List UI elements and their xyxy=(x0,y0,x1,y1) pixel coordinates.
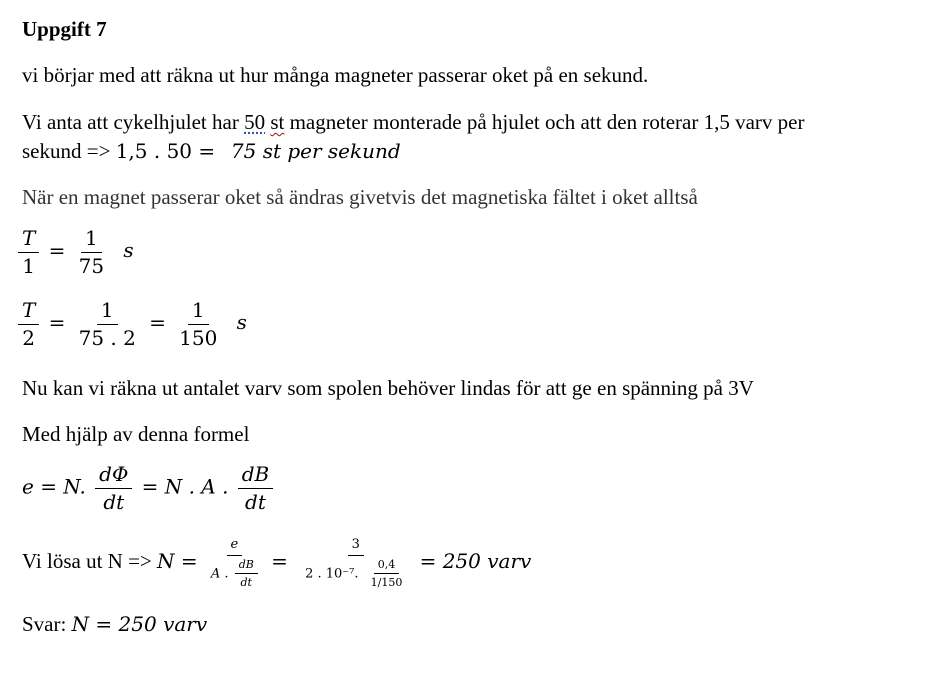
solve-three: 3 xyxy=(348,538,364,556)
intro-text: vi börjar med att räkna ut hur många magneter passerar oket på en sekund. xyxy=(22,63,649,87)
para-magnets xyxy=(22,110,804,135)
t2-equals-2: = xyxy=(149,310,166,335)
sekund-text: sekund => xyxy=(22,139,116,163)
solve-db-dt-fraction xyxy=(235,559,258,589)
para-turns: Nu kan vi räkna ut antalet varv som spolen behöver lindas för att ge en spänning på 3V xyxy=(22,376,754,400)
t1-rhs-num: 1 xyxy=(81,228,102,253)
answer-value: N = 250 varv xyxy=(71,612,208,636)
solve-value-fraction xyxy=(301,538,410,589)
calc-expression: 1,5 . 50 = xyxy=(115,139,216,163)
formula-dt-1: dt xyxy=(103,490,125,514)
formula-line xyxy=(22,464,277,513)
solve-n-eq: N = xyxy=(157,549,198,574)
solve-small-den: 1/150 xyxy=(370,576,403,590)
para-field: När en magnet passerar oket så ändras givetvis det magnetiska fältet i oket alltså xyxy=(22,185,698,209)
answer-line xyxy=(22,612,207,637)
t2-lhs-fraction xyxy=(18,300,39,349)
solve-dt: dt xyxy=(240,576,252,590)
t2-mid-fraction xyxy=(75,300,140,349)
formula-db-dt xyxy=(238,464,274,513)
solve-text: Vi lösa ut N => xyxy=(22,549,158,574)
solve-db: dB xyxy=(235,559,258,575)
answer-label: Svar: xyxy=(22,612,72,636)
t2-rhs-fraction xyxy=(175,300,221,349)
magnet-count: 50 xyxy=(244,110,266,134)
solve-equals: = xyxy=(271,549,288,574)
t1-unit: s xyxy=(123,238,134,263)
t2-equals-1: = xyxy=(48,310,66,335)
formula-mid: = N . A . xyxy=(141,474,229,499)
t1-lhs-fraction xyxy=(18,228,39,277)
solve-line xyxy=(22,538,531,589)
solve-value-den xyxy=(301,556,410,589)
t2-lhs-den: 2 xyxy=(22,326,36,350)
solve-small-fraction xyxy=(367,559,407,589)
calc-result: 75 st per sekund xyxy=(230,139,401,163)
task-title: Uppgift 7 xyxy=(22,17,107,41)
solve-result: = 250 varv xyxy=(419,549,532,574)
solve-a-dot: A . xyxy=(210,566,229,582)
para-magnets-pre: Vi anta att cykelhjulet har xyxy=(22,110,245,134)
equation-t2 xyxy=(22,300,247,349)
t2-lhs-num: T xyxy=(18,300,39,325)
t2-unit: s xyxy=(236,310,247,335)
para-magnets-line2 xyxy=(22,139,401,164)
t2-mid-num: 1 xyxy=(97,300,118,325)
para-magnets-post: magneter monterade på hjulet och att den roterar 1,5 varv per xyxy=(284,110,805,134)
t1-rhs-den: 75 xyxy=(78,254,105,278)
t1-rhs-fraction xyxy=(75,228,108,277)
solve-small-num: 0,4 xyxy=(374,559,400,575)
solve-e: e xyxy=(227,538,243,556)
t2-rhs-den: 150 xyxy=(179,326,218,350)
solve-e-over-a xyxy=(207,538,262,589)
t1-lhs-num: T xyxy=(18,228,39,253)
formula-dphi-dt xyxy=(95,464,132,513)
formula-dt-2: dt xyxy=(245,490,266,514)
formula-db: dB xyxy=(238,464,274,489)
equation-t1 xyxy=(22,228,134,277)
solve-a-db-dt xyxy=(207,556,262,589)
t1-lhs-den: 1 xyxy=(22,254,36,278)
para-formula-intro: Med hjälp av denna formel xyxy=(22,422,250,446)
t2-mid-den: 75 . 2 xyxy=(78,326,136,350)
t2-rhs-num: 1 xyxy=(188,300,209,325)
formula-lhs: e = N. xyxy=(22,474,86,499)
magnet-unit: st xyxy=(270,110,285,134)
t1-equals: = xyxy=(48,238,66,263)
solve-den-left: 2 . 10⁻⁷. xyxy=(305,566,359,582)
formula-dphi: dΦ xyxy=(95,464,132,489)
